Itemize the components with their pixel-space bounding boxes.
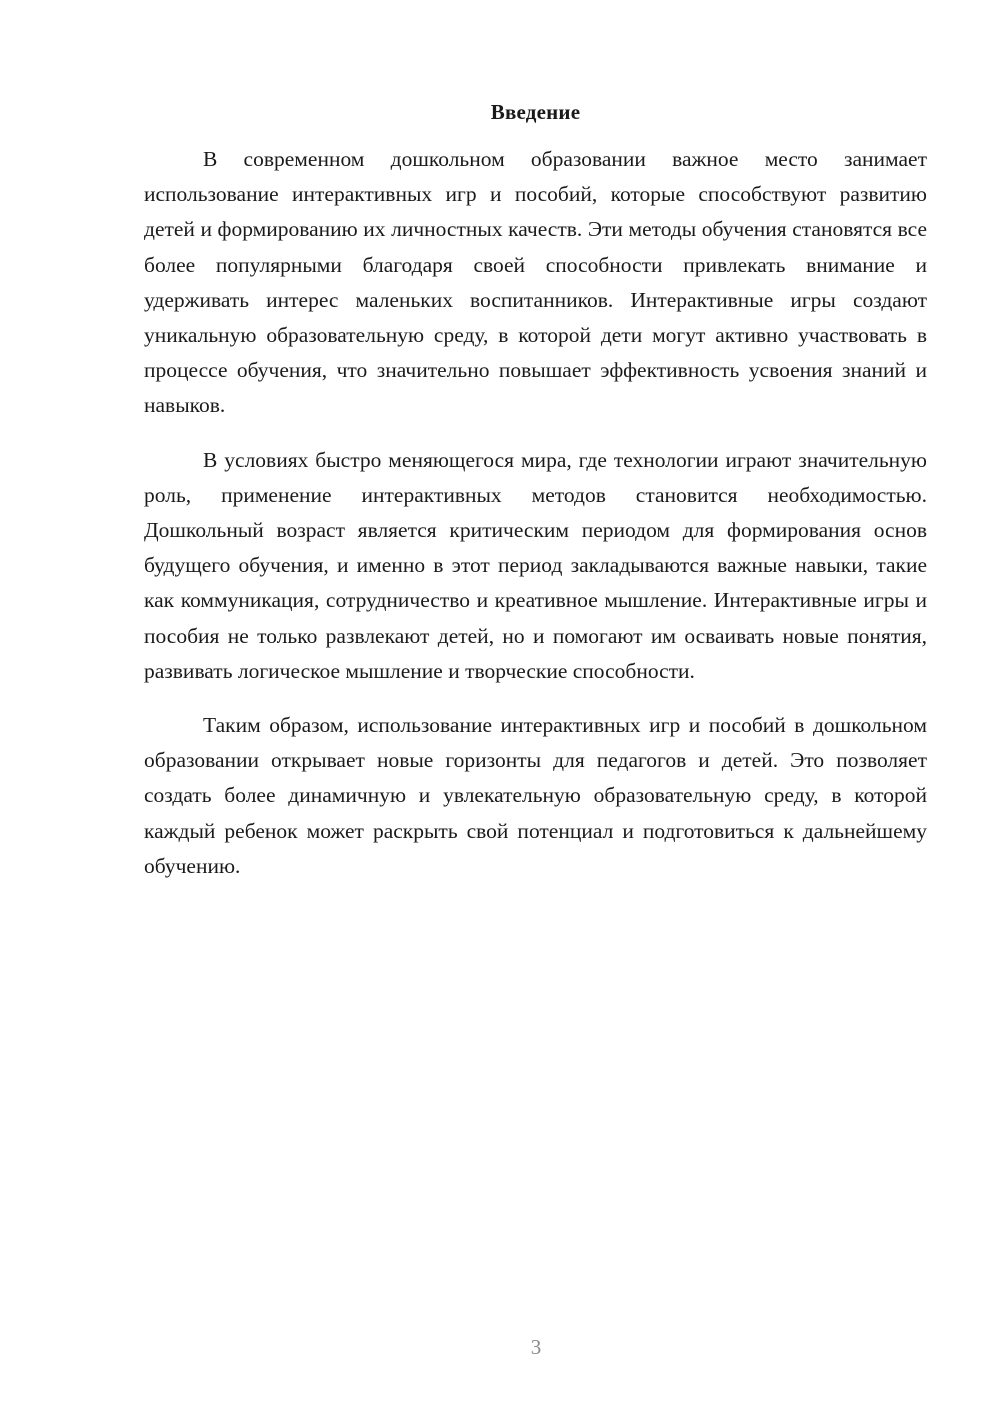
document-body	[144, 142, 927, 903]
paragraph-2: В условиях быстро меняющегося мира, где технологии играют значительную роль, применение интерактивных методов становится необходимостью. Дошкольный возраст является критическим периодом для формирования основ будущего обучения, и именно в этот период закладываются важные навыки, такие как коммуникация, сотрудничество и креативное мышление. Интерактивные игры и пособия не только развлекают детей, но и помогают им осваивать новые понятия, развивать логическое мышление и творческие способности.	[144, 447, 927, 683]
paragraph-3: Таким образом, использование интерактивных игр и пособий в дошкольном образовании открывает новые горизонты для педагогов и детей. Это позволяет создать более динамичную и увлекательную образовательную среду, в которой каждый ребенок может раскрыть свой потенциал и подготовиться к дальнейшему обучению.	[144, 713, 927, 878]
page-title: Введение	[490, 100, 581, 124]
page-number: 3	[530, 1335, 542, 1359]
paragraph-1: В современном дошкольном образовании важное место занимает использование интерактивных игр и пособий, которые способствуют развитию детей и формированию их личностных качеств. Эти методы обучения становятся все более популярными благодаря своей способности привлекать внимание и удерживать интерес маленьких воспитанников. Интерактивные игры создают уникальную образовательную среду, в которой дети могут активно участвовать в процессе обучения, что значительно повышает эффективность усвоения знаний и навыков.	[144, 147, 927, 418]
